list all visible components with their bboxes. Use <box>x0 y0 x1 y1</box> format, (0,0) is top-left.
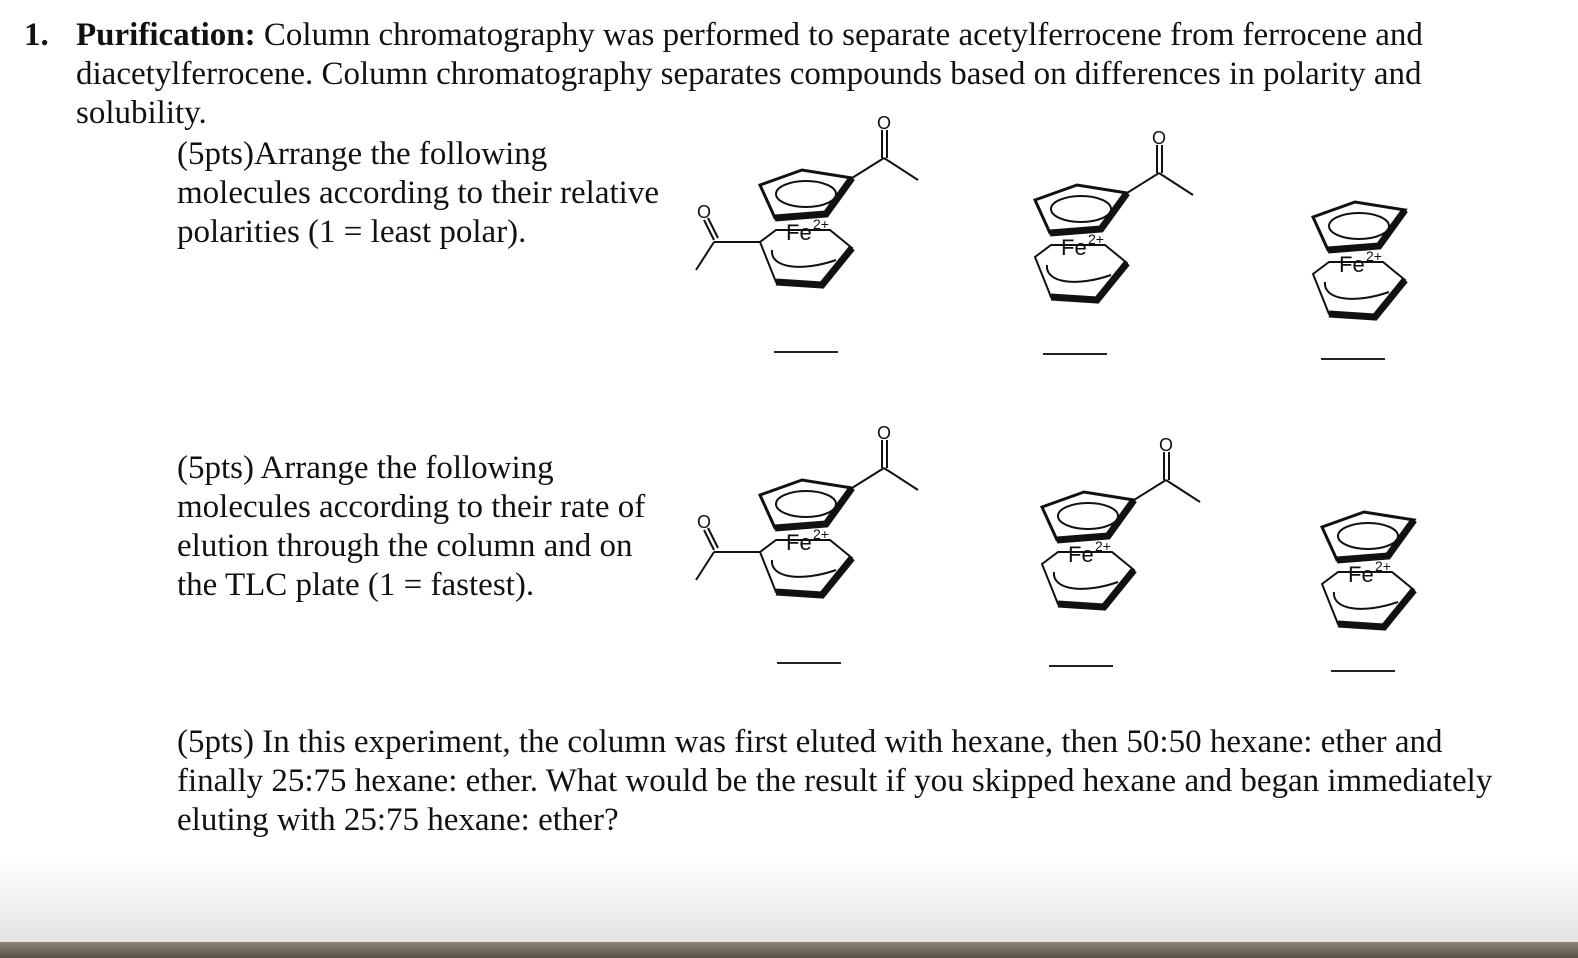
question-heading: Purification: <box>76 17 256 53</box>
molecule-acetylferrocene-a <box>965 125 1205 305</box>
charge-label: 2+ <box>813 526 829 542</box>
oxygen-label: O <box>1152 128 1167 148</box>
metal-label: Fe <box>1068 542 1094 567</box>
answer-blank[interactable] <box>774 351 838 353</box>
molecule-diacetylferrocene-a <box>690 110 930 290</box>
metal-label: Fe <box>786 220 812 245</box>
molecule-ferrocene-a <box>1243 142 1483 322</box>
part-a-prompt: (5pts)Arrange the following molecules according to their relative polarities (1 = least polar). <box>177 136 659 250</box>
answer-blank[interactable] <box>777 662 841 664</box>
metal-label: Fe <box>1348 562 1374 587</box>
answer-blank[interactable] <box>1331 670 1395 672</box>
part-c-prompt: (5pts) In this experiment, the column was first eluted with hexane, then 50:50 hexane: ether and finally 25:75 hexane: ether. What would be the result if you skipped hexane and began immediately eluting with 25:75 hexane: ether? <box>177 724 1493 838</box>
molecule-acetylferrocene-b <box>972 432 1212 612</box>
charge-label: 2+ <box>1366 248 1382 264</box>
oxygen-label: O <box>1159 435 1174 455</box>
molecule-ferrocene-b <box>1252 452 1492 632</box>
charge-label: 2+ <box>1095 538 1111 554</box>
answer-blank[interactable] <box>1043 353 1107 355</box>
metal-label: Fe <box>1339 252 1365 277</box>
molecule-diacetylferrocene-b <box>690 420 930 600</box>
part-b-prompt: (5pts) Arrange the following molecules according to their rate of elution through the column and on the TLC plate (1 = fastest). <box>177 450 646 603</box>
oxygen-label: O <box>697 202 712 222</box>
charge-label: 2+ <box>1088 231 1104 247</box>
intro-text: Column chromatography was performed to separate acetylferrocene from ferrocene and diacetylferrocene. Column chromatography separates compounds based on differences in polarity and solubility. <box>76 17 1423 131</box>
oxygen-label: O <box>697 512 712 532</box>
oxygen-label: O <box>877 423 892 443</box>
window-bottom-bar <box>0 942 1578 958</box>
answer-blank[interactable] <box>1321 358 1385 360</box>
charge-label: 2+ <box>1375 558 1391 574</box>
oxygen-label: O <box>877 113 892 133</box>
question-number: 1. <box>24 17 49 53</box>
charge-label: 2+ <box>813 216 829 232</box>
answer-blank[interactable] <box>1049 665 1113 667</box>
window-bottom-shade <box>0 860 1578 942</box>
metal-label: Fe <box>1061 235 1087 260</box>
metal-label: Fe <box>786 530 812 555</box>
